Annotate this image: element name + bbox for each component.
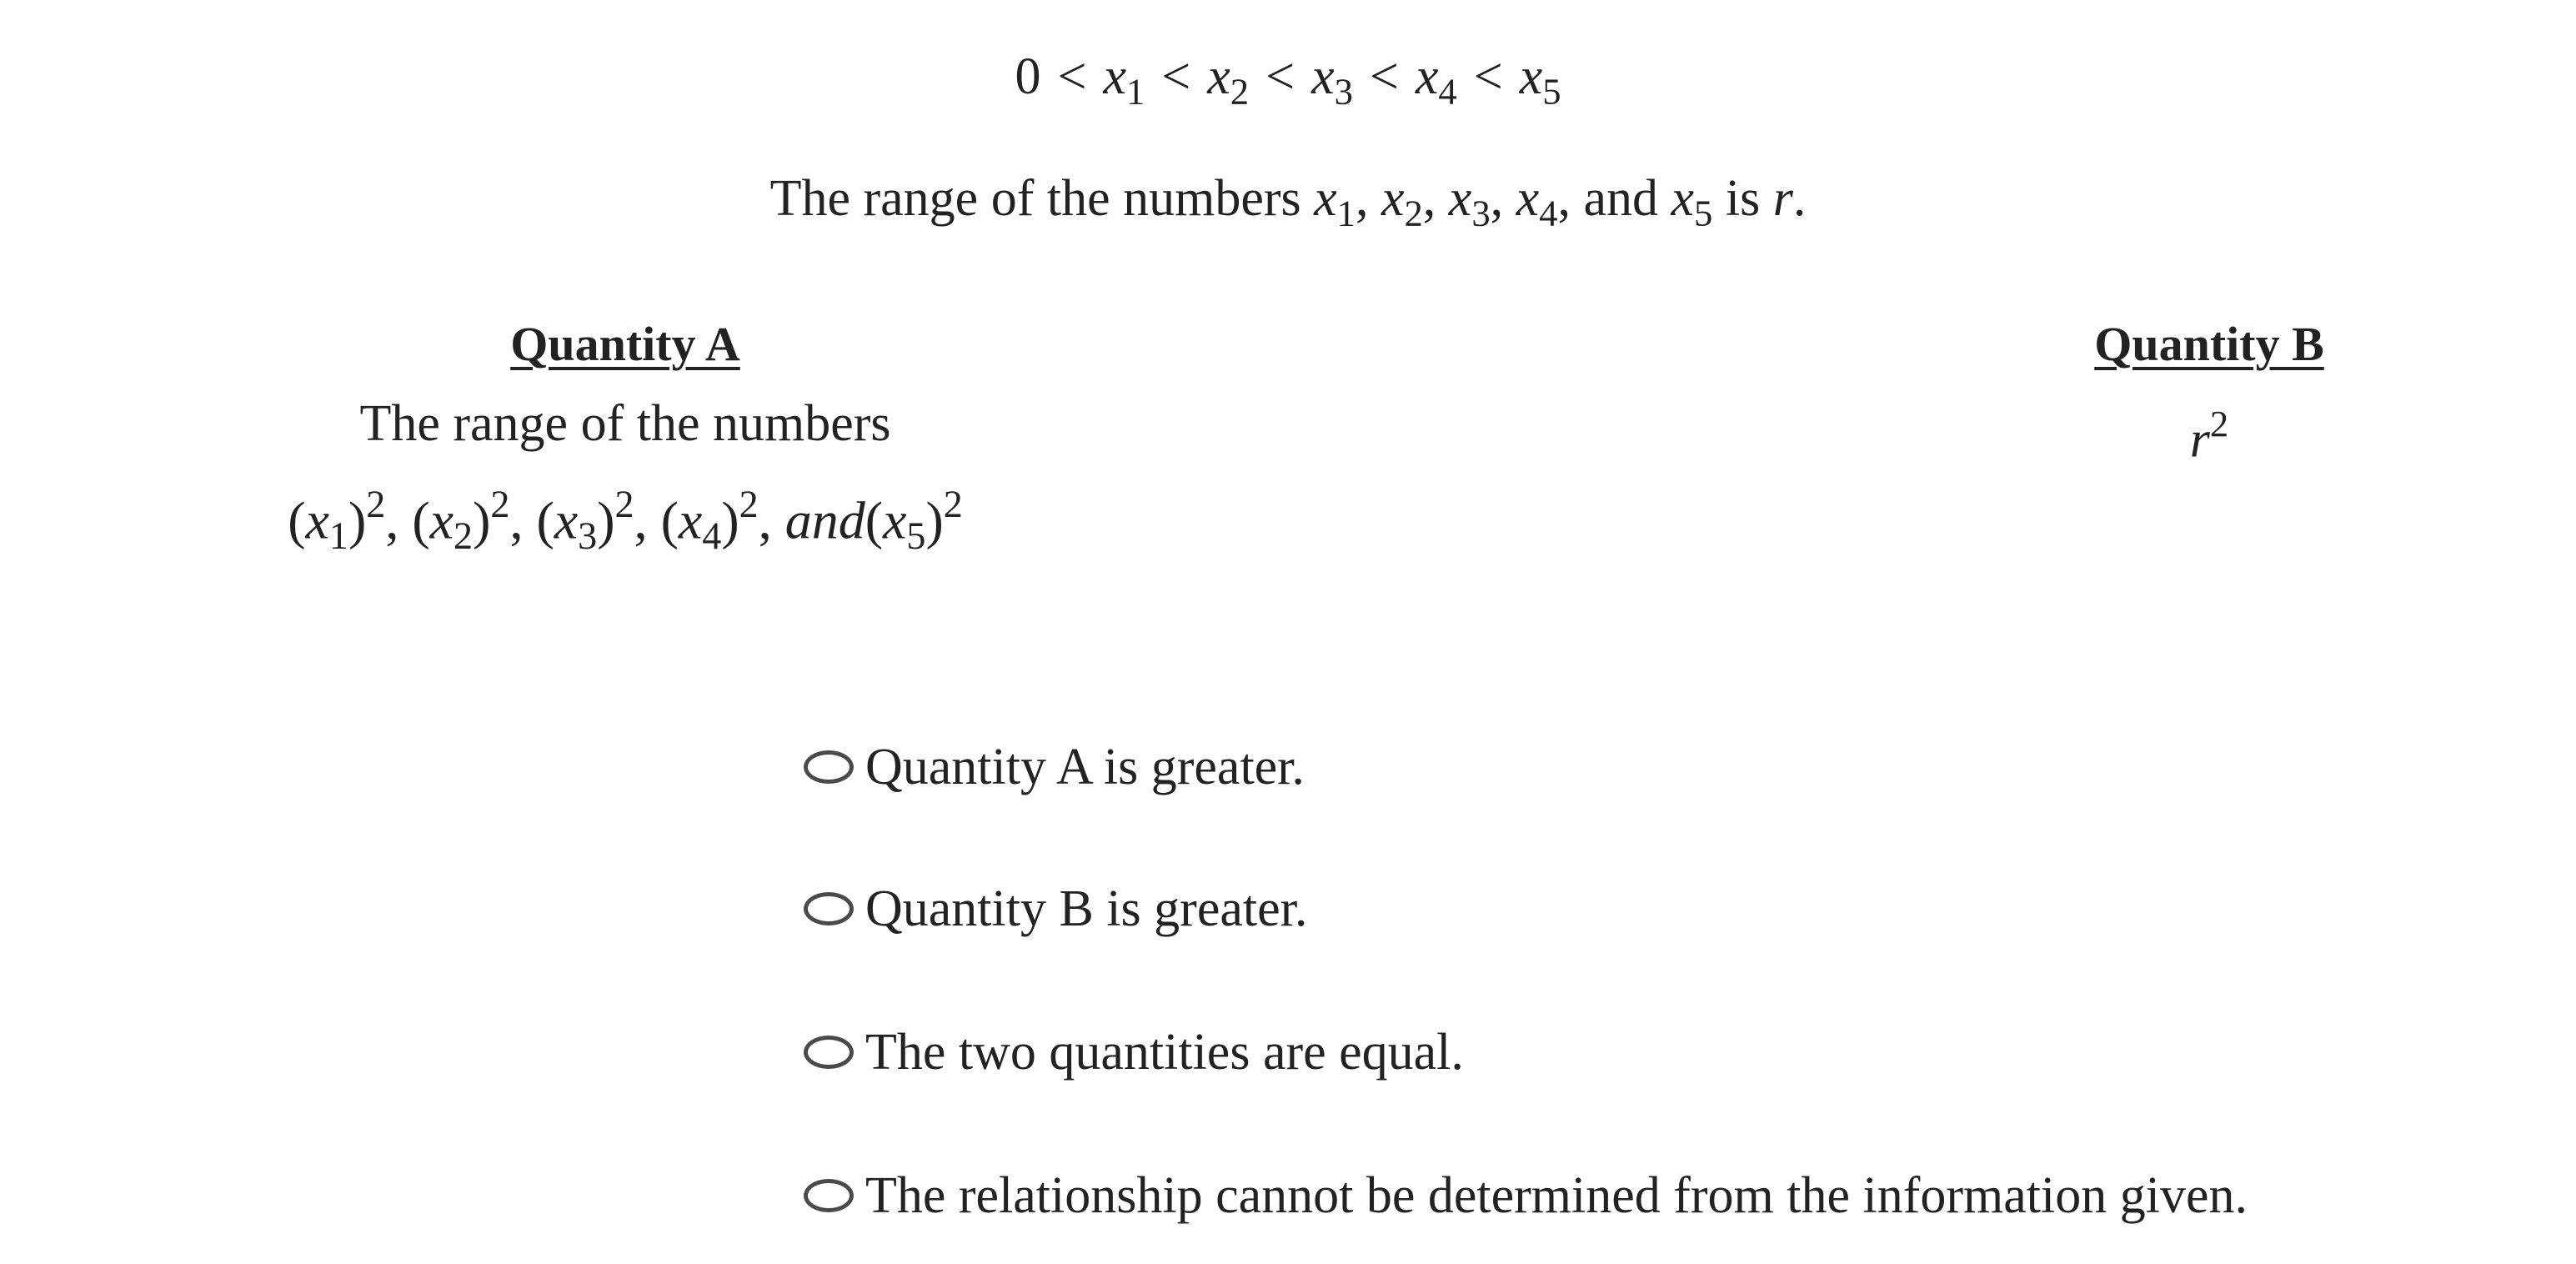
answer-choice-cannot-determine[interactable] <box>804 1162 2248 1229</box>
choice-label: Quantity A is greater. <box>865 739 1305 795</box>
quantity-a-description: The range of the numbers <box>359 395 891 452</box>
variable-x: x <box>1207 48 1230 105</box>
variable-x: x <box>1311 48 1335 105</box>
choice-label: Quantity B is greater. <box>865 880 1308 937</box>
less-than-symbol: < <box>1057 48 1087 105</box>
question-stem: The range of the numbers $x_1$, $x_2$, $x_3$, $x_4$, and $x_5$ is r. <box>769 170 1807 234</box>
exponent: 2 <box>490 483 510 525</box>
variable-x: x <box>678 490 703 550</box>
exponent: 2 <box>614 483 634 525</box>
variable-x: x <box>1516 170 1540 227</box>
subscript: 5 <box>1542 70 1561 113</box>
quantity-a-expression: $(x_1)^2$, $(x_2)^2$, $(x_3)^2$, $(x_4)^2$, $and(x_5)^2$ <box>288 483 963 558</box>
subscript: 2 <box>1404 192 1423 234</box>
quantity-a-heading: Quantity A <box>510 317 740 371</box>
variable-x: x <box>1671 170 1695 227</box>
variable-x: x <box>1314 170 1337 227</box>
subscript: 3 <box>578 514 598 558</box>
variable-x: x <box>1103 48 1126 105</box>
answer-choice-b-greater[interactable] <box>804 875 1307 942</box>
variable-x: x <box>554 490 579 550</box>
variable-x: x <box>1381 170 1405 227</box>
less-than-symbol: < <box>1369 48 1399 105</box>
subscript: 4 <box>1438 70 1457 113</box>
variable-x: x <box>883 490 907 550</box>
variable-x: x <box>1519 48 1543 105</box>
quantity-b-expression <box>2042 392 2376 472</box>
range-variable: r <box>1772 170 1793 227</box>
subscript: 2 <box>454 514 474 558</box>
period: . <box>1792 170 1807 227</box>
radio-button[interactable] <box>804 892 854 925</box>
less-than-symbol: < <box>1265 48 1296 105</box>
subscript: 1 <box>1336 192 1356 234</box>
and-word: and <box>784 490 865 550</box>
zero-value: 0 <box>1015 48 1041 105</box>
range-variable: r <box>2189 411 2210 469</box>
exponent: 2 <box>943 483 963 525</box>
radio-button[interactable] <box>804 750 854 784</box>
choice-label: The two quantities are equal. <box>865 1024 1464 1081</box>
subscript: 5 <box>906 514 926 558</box>
answer-choice-a-greater[interactable] <box>804 734 1305 800</box>
subscript: 1 <box>1125 70 1145 113</box>
quantity-b-heading: Quantity B <box>2094 317 2324 371</box>
subscript: 3 <box>1334 70 1353 113</box>
answer-choice-equal[interactable] <box>804 1019 1464 1086</box>
subscript: 3 <box>1471 192 1491 234</box>
variable-x: x <box>305 490 329 550</box>
subscript: 4 <box>702 514 722 558</box>
subscript: 4 <box>1539 192 1558 234</box>
variable-x: x <box>1415 48 1439 105</box>
inequality-statement <box>0 43 2576 124</box>
variable-x: x <box>429 490 454 550</box>
radio-button[interactable] <box>804 1036 854 1069</box>
variable-x: x <box>1448 170 1472 227</box>
radio-button[interactable] <box>804 1179 854 1212</box>
exponent: 2 <box>2209 403 2229 444</box>
subscript: 5 <box>1694 192 1713 234</box>
less-than-symbol: < <box>1161 48 1191 105</box>
less-than-symbol: < <box>1473 48 1503 105</box>
stem-prefix: The range of the numbers <box>769 170 1301 227</box>
exponent: 2 <box>739 483 759 525</box>
subscript: 1 <box>328 514 348 558</box>
choice-label: The relationship cannot be determined from the information given. <box>865 1167 2248 1224</box>
subscript: 2 <box>1230 70 1250 113</box>
and-word: and <box>1583 170 1659 227</box>
exponent: 2 <box>366 483 386 525</box>
is-word: is <box>1725 170 1761 227</box>
